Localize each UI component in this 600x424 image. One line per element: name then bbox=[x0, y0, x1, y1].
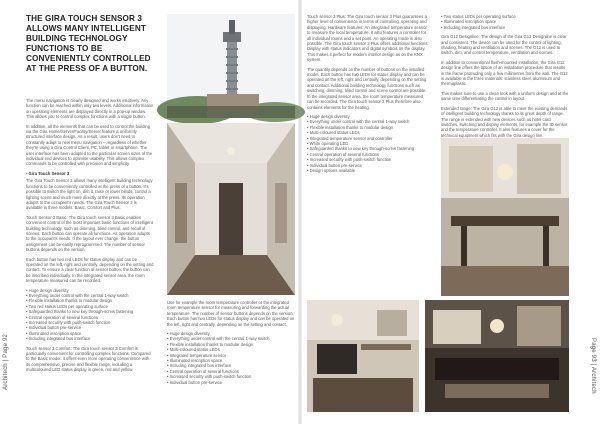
paragraph: Touch Sensor 3 Basic: The Gira touch sensor 3 Basic enables convenient control of the most important basic functions of intelligent building technology, such as dimming, blind control, and recall of scenes. Each button can operate all functions. As operation adapts to the occupant's needs. If the layout ever change, the button assignment can be easily reprogrammed. The number of sensor buttons depends on the version. bbox=[26, 214, 153, 253]
column-3 bbox=[307, 14, 429, 294]
list-item: • Central operation of several functions bbox=[26, 315, 154, 320]
feature-list bbox=[307, 114, 429, 173]
feature-list bbox=[441, 14, 569, 30]
tower-illustration bbox=[167, 14, 295, 118]
list-item: • Everything under control with the central 1-way switch bbox=[307, 119, 429, 124]
paragraph: Touch sensor 3 Plus: The Gira touch sensor 3 Plus guarantees a higher level of convenience in terms of controlling, operating and displaying. Hardware features: An integrated temperature sensor to measure the local temperature. It also features a controller for all individual rooms and a set point. An operating mode is also possible. The Gira touch sensor 3 Plus offers additional functions: Display with status indicators and digital symbols on the display. This makes it perfect for modern interior design as on the KNX system. bbox=[307, 14, 429, 63]
list-item: • Flexible installation thanks to modular design bbox=[167, 342, 295, 347]
corridor-illustration bbox=[167, 123, 295, 295]
list-item: • Individual button pre-service bbox=[167, 380, 295, 385]
tower-photo bbox=[167, 14, 295, 118]
list-item: • Including integrated bus interface bbox=[26, 336, 154, 341]
feature-list bbox=[167, 331, 295, 385]
paragraph: The Gira Touch Sensor 3 allows many intelligent building technology functions to be conveniently controlled at the press of a button. It's possible to switch the light on, dim it, raise or lower blinds, control a lighting scene and much more directly at the press. Its operation adapts to the occupant's needs. The Gira Touch Sensor 3 is available in three models: Basic, Comfort and Plus. bbox=[26, 178, 153, 211]
list-item: • Increased security with push-switch function bbox=[167, 374, 295, 379]
paragraph: The quantity depends on the number of buttons on the installed model. Each button has two LEDs for status display and can be operated on the left, right and centrally, depending on the setting and contact. Additional building technology functions such as switching, dimming, blind control and scene control are possible. In the integrated sensor area, the room temperature measured can be recorded. The Gira touch sensor 3 Plus therefore also contains elements for the heating. bbox=[307, 66, 427, 110]
column-1 bbox=[26, 98, 154, 377]
right-page-footer: Page 93 | Architech bbox=[590, 338, 596, 394]
list-item: • Increased security with push-switch function bbox=[307, 157, 429, 162]
paragraph: Extended range: The Gira G12 is able to meet the existing demands of intelligent building technology thanks to its great depth of range. The range is extended with new devices such as hotel card switches, switching and display elements, for example the ID sensor and the temperature controller. It also features a cover for the technical equipment which fits with the Gira design line. bbox=[441, 105, 568, 138]
list-item: • Huge design diversity bbox=[26, 288, 154, 293]
list-item: • Illuminated inscription space bbox=[26, 331, 154, 336]
list-item: • Safeguarded thanks to new key through-screw fastening bbox=[307, 146, 429, 151]
list-item: • Central operation of several functions bbox=[167, 369, 295, 374]
page-gutter bbox=[298, 0, 302, 424]
list-item: • Illuminated inscription space bbox=[441, 19, 569, 24]
paragraph: In addition to conventional flush-mounted installation, the Gira G12 design line offers the option of an installation procedure that results in the frame protruding only a few millimetres from the wall. The G12 is available in the three materials: stainless steel, aluminium and thermoplastic. bbox=[441, 59, 568, 87]
list-item: • Individual button pre-service bbox=[26, 325, 154, 330]
paragraph: The menu navigation is clearly designed and works intuitively. Any function can be reached within only two levels. Additional information on operating elements are displayed directly in a pop-up window. This allows you to control complex functions with a single button. bbox=[26, 98, 154, 120]
list-item: • White operating LED bbox=[307, 141, 429, 146]
list-item: • Including integrated bus interface bbox=[167, 363, 295, 368]
list-item: • Multi-coloured status LEDs bbox=[307, 130, 429, 135]
section-subhead: - Gira Touch Sensor 3 bbox=[26, 170, 70, 176]
article-headline: THE GIRA TOUCH SENSOR 3 ALLOWS MANY INTELLIGENT BUILDING TECHNOLOGY FUNCTIONS TO BE CONVENIENTLY CONTROLLED AT THE PRESS OF A BUTTON. bbox=[26, 14, 151, 73]
dining-photo bbox=[441, 138, 569, 296]
list-item: • Safeguarded thanks to new key through-screw fastening bbox=[26, 309, 154, 314]
list-item: • Design options available bbox=[307, 168, 429, 173]
corridor-photo bbox=[167, 123, 295, 295]
list-item: • Illuminated inscription space bbox=[167, 358, 295, 363]
paragraph: Touch sensor 3 Comfort: The Gira touch sensor 3 Comfort is particularly convenient for controlling complex functions. Compared to the Basic model, it offers even more operating convenience with its comprehensive, precise and flexible range, including a multicoloured LED status display in green, red and yellow. bbox=[26, 345, 151, 373]
paragraph: In addition, all the elements that can be used to control the building via the Gira Home/Server/Facility/Server feature a uniformly structured interface design. As a result, users don't need to constantly adapt to new menu navigation – regardless of whether they're using a Gira Control Client, PC, tablet or smartphone. The user interface has been adapted to the particular screen sizes of the individual end devices to optimise usability. This allows complex commands to be controlled with precision and simplicity. bbox=[26, 123, 153, 167]
kitchen-photo bbox=[307, 300, 419, 412]
left-page-footer: Architech | Page 92 bbox=[3, 333, 9, 390]
list-item: • Huge design diversity bbox=[307, 114, 429, 119]
list-item: • Flexible installation thanks to modular design bbox=[307, 125, 429, 130]
list-item: • Including integrated bus interface bbox=[441, 25, 569, 30]
feature-list bbox=[26, 288, 154, 342]
list-item: • Integrated temperature sensor and controller bbox=[307, 136, 429, 141]
list-item: • Individual button pre-service bbox=[307, 163, 429, 168]
list-item: • Integrated temperature sensor bbox=[167, 353, 295, 358]
column-4 bbox=[441, 14, 569, 138]
column-2-text bbox=[167, 300, 295, 389]
list-item: • Flexible installation thanks to modular design bbox=[26, 298, 154, 303]
list-item: • Two status LEDs per operating surface bbox=[441, 14, 569, 19]
paragraph: Each button has two red LEDs for status display and can be operated on the left, right and centrally, depending on the setting and contact. To ensure a clear function of sensor button, the button can be inscribed individually. In the integrated sensor area, the room temperature measured can be recorded. bbox=[26, 256, 154, 284]
lounge-photo bbox=[425, 300, 569, 412]
list-item: • Multi-coloured status LEDs bbox=[167, 347, 295, 352]
paragraph: Use for example the room temperature controller or the integrated room temperature sensor for measuring and forwarding the actual temperature. The number of sensor buttons depends on the version. Each button has two LEDs for status display and can be operated on the left, right and centrally, depending on the setting and contact. bbox=[167, 300, 295, 327]
list-item: • Everything under control with the central 1-way switch bbox=[167, 336, 295, 341]
list-item: • Two red status LEDs per operating surface bbox=[26, 304, 154, 309]
list-item: • Huge design diversity bbox=[167, 331, 295, 336]
dining-illustration bbox=[441, 138, 569, 296]
list-item: • Central operation of several functions bbox=[307, 152, 429, 157]
list-item: • Increased security with push-switch function bbox=[26, 320, 154, 325]
paragraph: This makes sure to use a clean look with a uniform design and at the same time differentiating the control in layout. bbox=[441, 90, 569, 102]
list-item: • Everything under control with the central 1-way switch bbox=[26, 293, 154, 298]
paragraph: Gira G12 Designline: The design of the Gira G12 Designline is clear and consistent. The device can be used for the control of lighting, shading, heating and ventilation and scenes. The G12 is used to switch, dim, and control temperature, ventilation and scenes. bbox=[441, 34, 567, 56]
kitchen-illustration bbox=[307, 300, 419, 412]
lounge-illustration bbox=[425, 300, 569, 412]
